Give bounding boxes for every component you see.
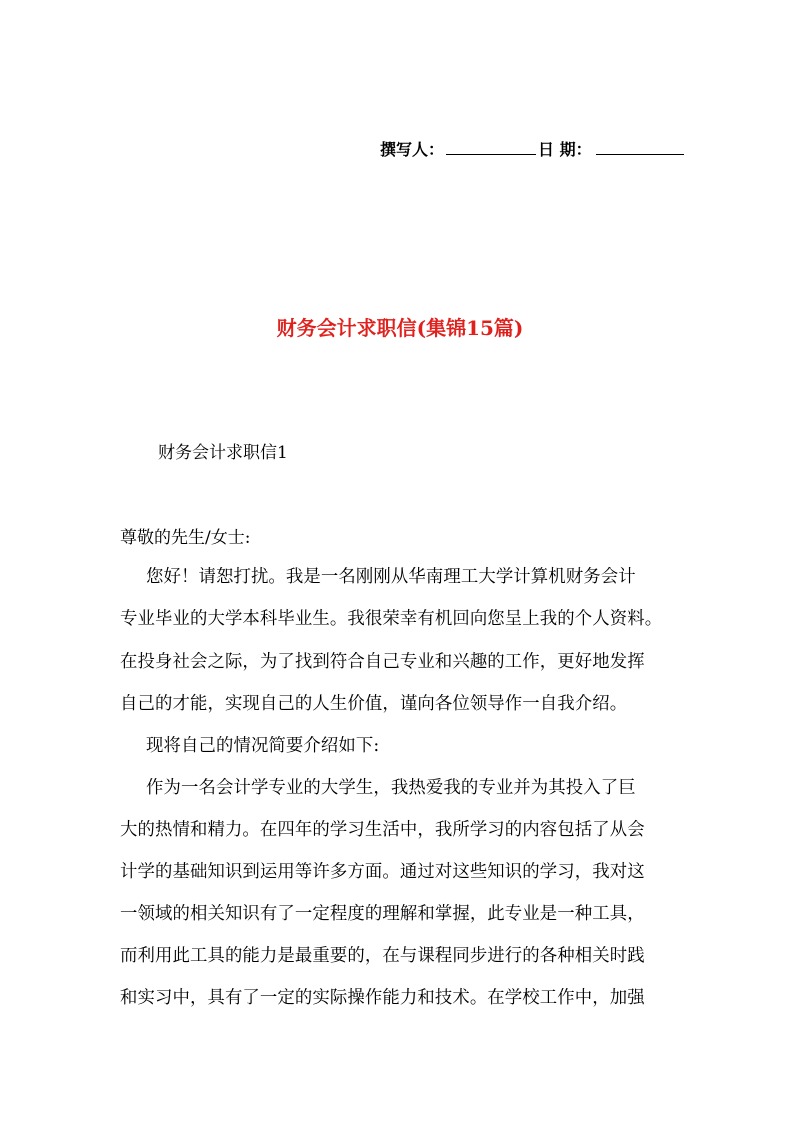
author-label: 撰写人： xyxy=(380,140,445,159)
body-line: 现将自己的情况简要介绍如下: xyxy=(146,736,380,756)
letter-subtitle: 财务会计求职信1 xyxy=(158,443,288,463)
body-line: 而利用此工具的能力是最重要的，在与课程同步进行的各种相关时践 xyxy=(120,946,645,966)
body-line: 一领域的相关知识有了一定程度的理解和掌握，此专业是一种工具， xyxy=(120,904,645,924)
author-date-line xyxy=(380,138,684,162)
author-blank xyxy=(446,138,536,155)
salutation: 尊敬的先生/女士: xyxy=(120,528,251,548)
body-line: 自己的才能，实现自己的人生价值，谨向各位领导作一自我介绍。 xyxy=(120,694,628,714)
body-line: 在投身社会之际，为了找到符合自己专业和兴趣的工作，更好地发挥 xyxy=(120,652,645,672)
body-line: 计学的基础知识到运用等许多方面。通过对这些知识的学习，我对这 xyxy=(120,862,645,882)
date-blank xyxy=(596,138,684,155)
body-line: 和实习中，具有了一定的实际操作能力和技术。在学校工作中，加强 xyxy=(120,988,645,1008)
body-line: 作为一名会计学专业的大学生，我热爱我的专业并为其投入了巨 xyxy=(146,778,636,798)
document-title: 财务会计求职信(集锦15篇) xyxy=(276,316,524,340)
body-line: 大的热情和精力。在四年的学习生活中，我所学习的内容包括了从会 xyxy=(120,820,645,840)
body-line: 专业毕业的大学本科毕业生。我很荣幸有机回向您呈上我的个人资料。 xyxy=(120,609,663,629)
date-label: 日 期： xyxy=(538,140,592,159)
body-line: 您好！请恕打扰。我是一名刚刚从华南理工大学计算机财务会计 xyxy=(146,567,636,587)
